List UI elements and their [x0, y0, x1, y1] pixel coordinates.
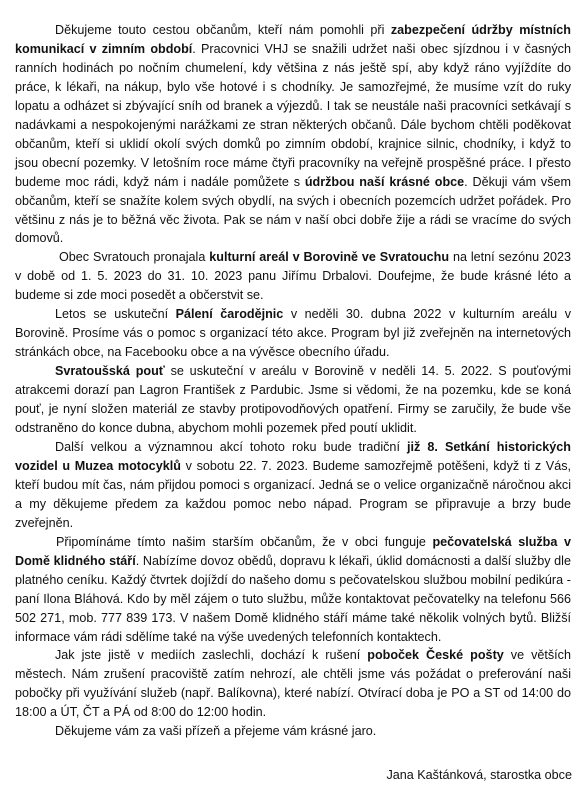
paragraph-highlight: kulturní areál v Borovině ve Svratouchu [209, 250, 450, 265]
paragraph-winter-maintenance [15, 21, 571, 248]
paragraph-care-service [15, 533, 571, 647]
paragraph-witches-burning [15, 305, 571, 362]
paragraph-text: Letos se uskuteční [55, 307, 176, 322]
paragraph-text: Děkujeme touto cestou občanům, kteří nám pomohli při [55, 23, 391, 37]
signature: Jana Kaštánková, starostka obce [386, 768, 572, 782]
paragraph-historic-vehicles [15, 438, 571, 533]
paragraph-highlight: poboček České pošty [367, 648, 504, 663]
paragraph-text: Děkujeme vám za vaši přízeň a přejeme vám krásné jaro. [55, 724, 377, 739]
paragraph-highlight: Svratoušská pouť [55, 364, 165, 379]
paragraph-highlight: již 8. Setkání historických vozidel u Muzea motocyklů [15, 439, 571, 473]
paragraph-text: v neděli 30. dubna 2022 v kulturním areálu v Borovině. Prosíme vás o pomoc s organizací této akce. Program byl již zveřejněn na internetových stránkách obce, na Facebooku obce a na vývěsce obecního úřadu. [15, 307, 571, 360]
paragraph-text: Připomínáme tímto našim starším občanům, že v obci funguje [56, 534, 433, 549]
paragraph-highlight: Pálení čarodějnic [175, 307, 284, 322]
document-body [15, 21, 571, 741]
paragraph-text: v sobotu 22. 7. 2023. Budeme samozřejmě potěšeni, když ti z Vás, kteří budou mít čas, nám přijdou pomoci s organizací. Jedná se o velice organizačně náročnou akci a my děkujeme předem za každou pomoc nebo nápad. Program se připravuje a brzy bude zveřejněn. [15, 458, 571, 530]
paragraph-post-office [15, 646, 571, 722]
paragraph-cultural-area [15, 248, 571, 305]
paragraph-text: Jak jste jistě v mediích zaslechli, dochází k rušení [55, 648, 368, 663]
paragraph-text: . Děkuji vám všem občanům, kteří se snažíte kolem svých obydlí, na svých i obecních pozemcích udržet pořádek. Pro většinu z nás je to běžná věc života. Pak se nám v naší obci dobře žije a rádi se vracíme do svých domovů. [15, 174, 571, 246]
paragraph-text: na letní sezónu 2023 v době od 1. 5. 2023 do 31. 10. 2023 panu Jiřímu Drbalovi. Doufejme, že bude krásné léto a budeme si zde moci posedět a občerstvit se. [15, 250, 572, 303]
paragraph-fair [15, 362, 571, 438]
paragraph-highlight: pečovatelská služba v Domě klidného stáří [15, 534, 571, 568]
paragraph-text: ve větších městech. Nám zrušení pracoviště zatím nehrozí, ale chtěli jsme vás požádat o preferování naši pobočky při využívání služeb (např. Balíkovna), které nabízí. Otvírací doba je PO a ST od 14:00 do 18:00 a ÚT, ČT a PÁ od 8:00 do 12:00 hodin. [15, 648, 571, 720]
paragraph-text: Další velkou a významnou akcí tohoto roku bude tradiční [55, 439, 408, 454]
paragraph-highlight: údržbou naší krásné obce [304, 174, 465, 189]
paragraph-text: se uskuteční v areálu v Borovině v neděli 14. 5. 2022. S pouťovými atrakcemi dorazí pan Lagron František z Pardubic. Jsme si vědomi, že na pozemku, kde se koná pouť, je nyní složen materiál ze stavby protipovodňových opatření. Firmy se zaručily, že bude vše odstraněno do konce dubna, abychom mohli pozemek před poutí uklidit. [15, 364, 571, 436]
paragraph-text: . Nabízíme dovoz obědů, dopravu k lékaři, úklid domácnosti a další služby dle platného ceníku. Každý čtvrtek dojíždí do našeho domu s pečovatelskou službou mobilní pedikúra - paní Ilona Bláhová. Kdo by měl zájem o tuto službu, může kontaktovat pečovatelky na telefonu 566 502 271, mob. 777 839 173. V našem Domě klidného stáří máme také několik volných bytů. Bližší informace vám rádi sdělíme také na výše uvedených telefonních kontaktech. [15, 553, 571, 644]
paragraph-text: Obec Svratouch pronajala [59, 250, 210, 265]
paragraph-text: . Pracovnici VHJ se snažili udržet naši obec sjízdnou i v časných ranních hodinách po nočním chumelení, kdy většina z nás ještě spí, aby když ráno vyjíždíte do práce, k lékaři, na nákup, bylo vše hotové i s chodníky. Je samozřejmé, že musíme vzít do ruky lopatu a odházet si zbývající sníh od branek a výjezdů. I tak se neustále naši pracovníci setkávají s nadávkami a nespokojenými narážkami ze stran některých občanů. Dále bychom chtěli poděkovat občanům, kteří si uklidí okolí svých domků po zimním období, krajnice silnic, chodníky, i když to jsou obecní pozemky. V letošním roce máme čtyři pracovníky na veřejně prospěšné práce. I přesto budeme moc rádi, když nám i nadále pomůžete s [15, 41, 571, 189]
paragraph-closing-thanks [15, 722, 571, 741]
paragraph-highlight: zabezpečení údržby místních komunikací v zimním období [15, 23, 571, 56]
